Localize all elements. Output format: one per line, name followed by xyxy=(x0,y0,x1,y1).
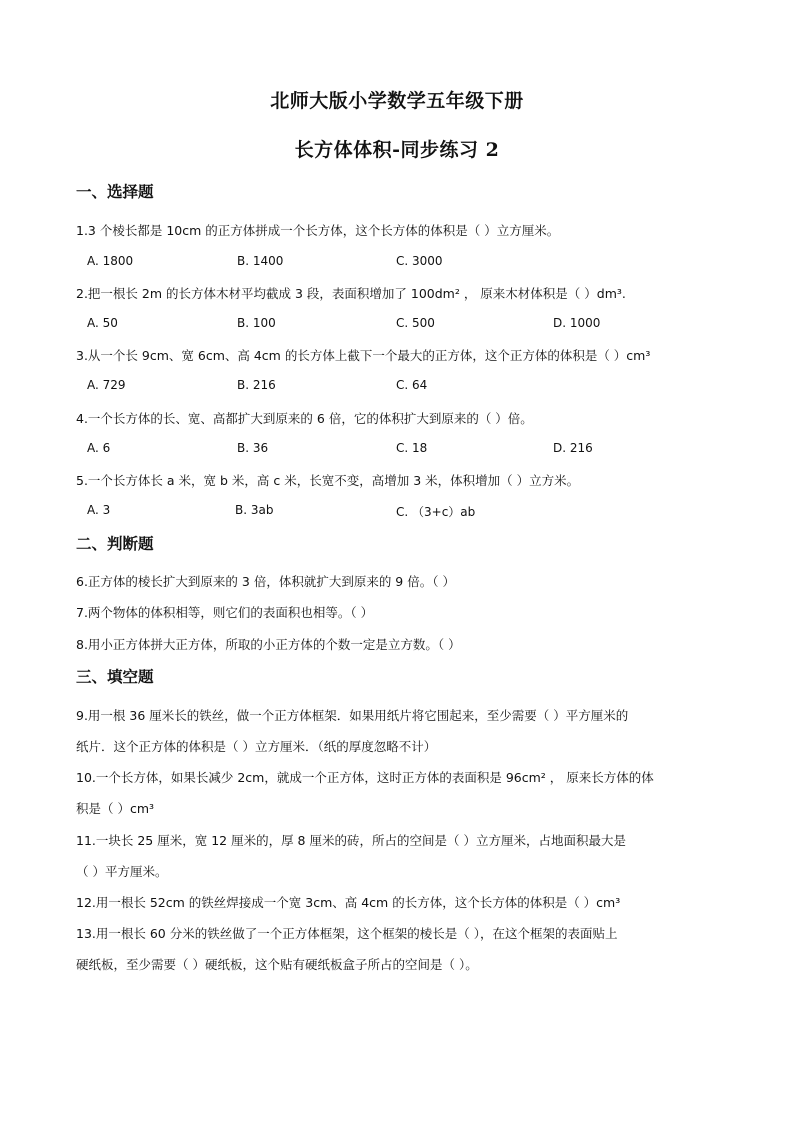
q2-option-a: A. 50 xyxy=(87,316,118,330)
q1-option-b: B. 1400 xyxy=(237,254,284,268)
question-4: 4.一个长方体的长、宽、高都扩大到原来的 6 倍，它的体积扩大到原来的（ ）倍。 xyxy=(76,411,533,426)
question-13-line-2: 硬纸板，至少需要（ ）硬纸板，这个贴有硬纸板盒子所占的空间是（ ）。 xyxy=(76,957,478,972)
q4-option-c: C. 18 xyxy=(396,441,428,455)
section-heading-fill: 三、填空题 xyxy=(76,668,154,686)
question-11-line-2: （ ）平方厘米。 xyxy=(76,864,168,879)
q4-option-a: A. 6 xyxy=(87,441,111,455)
question-1: 1.3 个棱长都是 10cm 的正方体拼成一个长方体，这个长方体的体积是（ ）立方厘米。 xyxy=(76,223,560,238)
q5-option-a: A. 3 xyxy=(87,503,111,517)
question-7: 7.两个物体的体积相等，则它们的表面积也相等。（ ） xyxy=(76,605,374,620)
q1-option-a: A. 1800 xyxy=(87,254,134,268)
question-9-line-2: 纸片．这个正方体的体积是（ ）立方厘米．（纸的厚度忽略不计） xyxy=(76,739,437,754)
question-2: 2.把一根长 2m 的长方体木材平均截成 3 段，表面积增加了 100dm² ， 原来木材体积是（ ）dm³. xyxy=(76,286,626,301)
q3-option-a: A. 729 xyxy=(87,378,126,392)
question-11-line-1: 11.一块长 25 厘米，宽 12 厘米的，厚 8 厘米的砖，所占的空间是（ ）立方厘米，占地面积最大是 xyxy=(76,833,626,848)
question-9-line-1: 9.用一根 36 厘米长的铁丝，做一个正方体框架．如果用纸片将它围起来，至少需要（ ）平方厘米的 xyxy=(76,708,629,723)
q2-option-d: D. 1000 xyxy=(553,316,601,330)
q3-option-c: C. 64 xyxy=(396,378,428,392)
question-8: 8.用小正方体拼大正方体，所取的小正方体的个数一定是立方数。（ ） xyxy=(76,637,461,652)
q5-option-c: C. （3+c）ab xyxy=(396,505,476,519)
q3-option-b: B. 216 xyxy=(237,378,276,392)
question-13-line-1: 13.用一根长 60 分米的铁丝做了一个正方体框架，这个框架的棱长是（ ），在这个框架的表面贴上 xyxy=(76,926,618,941)
q5-option-b: B. 3ab xyxy=(235,503,274,517)
question-3: 3.从一个长 9cm、宽 6cm、高 4cm 的长方体上截下一个最大的正方体，这个正方体的体积是（ ）cm³ xyxy=(76,348,651,363)
q4-option-b: B. 36 xyxy=(237,441,269,455)
question-6: 6.正方体的棱长扩大到原来的 3 倍，体积就扩大到原来的 9 倍。（ ） xyxy=(76,574,455,589)
question-5: 5.一个长方体长 a 米，宽 b 米，高 c 米，长宽不变，高增加 3 米，体积增加（ ）立方米。 xyxy=(76,473,580,488)
section-heading-judge: 二、判断题 xyxy=(76,535,154,553)
section-heading-choice: 一、选择题 xyxy=(76,183,154,201)
page-title: 北师大版小学数学五年级下册 xyxy=(270,90,524,112)
question-12: 12.用一根长 52cm 的铁丝焊接成一个宽 3cm、高 4cm 的长方体，这个长方体的体积是（ ）cm³ xyxy=(76,895,621,910)
q4-option-d: D. 216 xyxy=(553,441,593,455)
page-subtitle: 长方体体积-同步练习 2 xyxy=(294,139,500,161)
q1-option-c: C. 3000 xyxy=(396,254,443,268)
q2-option-b: B. 100 xyxy=(237,316,276,330)
question-10-line-1: 10.一个长方体，如果长减少 2cm，就成一个正方体，这时正方体的表面积是 96cm² ， 原来长方体的体 xyxy=(76,770,654,785)
question-10-line-2: 积是（ ）cm³ xyxy=(76,801,155,816)
q2-option-c: C. 500 xyxy=(396,316,435,330)
